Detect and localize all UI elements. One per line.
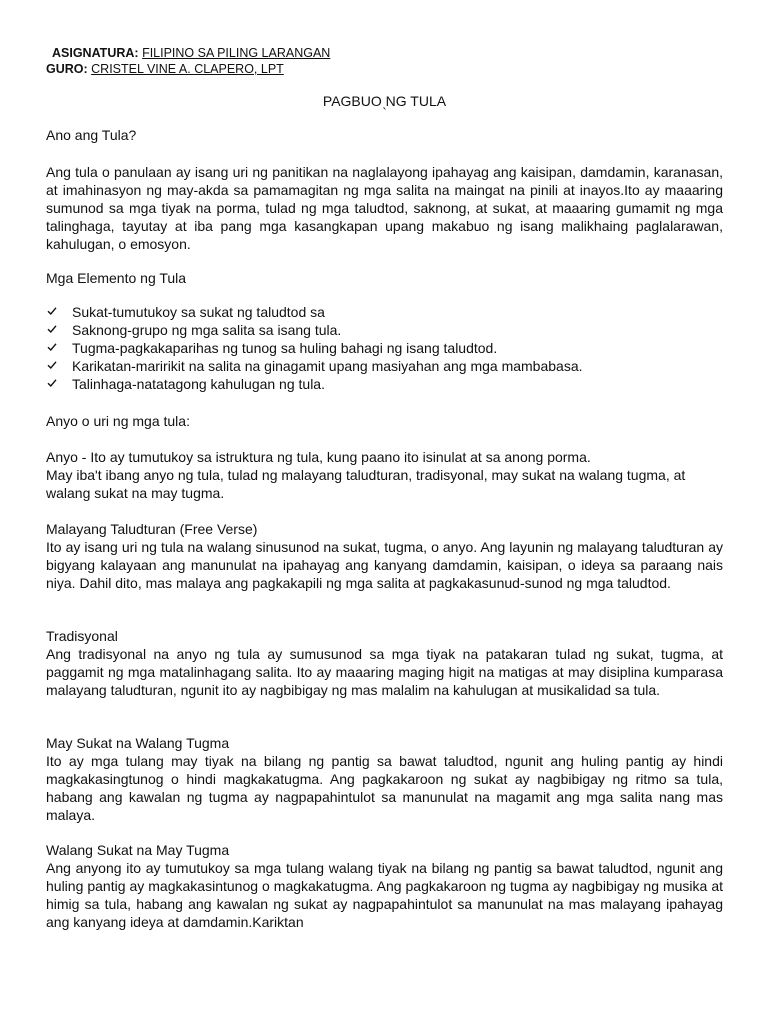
anyo-definition [46, 448, 723, 466]
list-item-text: Saknong-grupo ng mga salita sa isang tula. [72, 322, 342, 338]
elements-list [46, 303, 723, 393]
check-icon [47, 306, 57, 316]
anyo-term: Anyo [46, 449, 78, 465]
list-item [46, 321, 723, 339]
anyo-heading: Anyo o uri ng mga tula: [46, 413, 190, 429]
section-paragraph-malayang-taludturan: Ito ay isang uri ng tula na walang sinusunod na sukat, tugma, o anyo. Ang layunin ng malayang taludturan ay bigyang kalayaan ang manunulat na ipahayag ang kanyang damdamin, kaisipan, o ideya sa paraang nais niya. Dahil dito, mas malaya ang pagkakapili ng mga salita at pagkakasunud-sunod ng mga taludtod. [46, 539, 723, 591]
subject-value: FILIPINO SA PILING LARANGAN [142, 46, 331, 60]
list-item-text: Talinhaga-natatagong kahulugan ng tula. [72, 376, 325, 392]
check-icon [47, 360, 57, 370]
teacher-line [46, 62, 284, 77]
section-heading-tradisyonal: Tradisyonal [46, 628, 118, 644]
intro-heading: Ano ang Tula? [46, 127, 137, 143]
section-heading-may-sukat: May Sukat na Walang Tugma [46, 735, 230, 751]
subject-label: ASIGNATURA: [52, 46, 139, 60]
elements-heading: Mga Elemento ng Tula [46, 270, 187, 286]
section-heading-malayang-taludturan: Malayang Taludturan (Free Verse) [46, 521, 258, 537]
stray-mark: ` [382, 105, 387, 120]
list-item-text: Tugma-pagkakaparihas ng tunog sa huling bahagi ng isang taludtod. [72, 340, 498, 356]
check-icon [47, 342, 57, 352]
list-item [46, 357, 723, 375]
check-icon [47, 378, 57, 388]
section-paragraph-tradisyonal: Ang tradisyonal na anyo ng tula ay sumusunod sa mga tiyak na patakaran tulad ng sukat, tugma, at paggamit ng mga matalinhagang salita. Ito ay maaaring maging higit na matigas at may disiplina kumparasa malayang taludturan, ngunit ito ay nagbibigay ng mas malalim na kahulugan at musikalidad sa tula. [46, 646, 723, 698]
section-paragraph-walang-sukat: Ang anyong ito ay tumutukoy sa mga tulang walang tiyak na bilang ng pantig sa bawat taludtod, ngunit ang huling pantig ay magkakasintunog o magkakatugma. Ang pagkakaroon ng tugma ay nagbibigay ng musika at himig sa tula, habang ang kawalan ng sukat ay nagpapahintulot sa manunulat na mas malayang ipahayag ang kanyang ideya at damdamin.Kariktan [46, 860, 723, 930]
check-icon [47, 324, 57, 334]
intro-paragraph: Ang tula o panulaan ay isang uri ng panitikan na naglalayong ipahayag ang kaisipan, damdamin, karanasan, at imahinasyon ng may-akda sa pamamagitan ng mga salita na maingat na pinili at inayos.Ito ay maaaring sumunod sa mga tiyak na porma, tulad ng mga taludtod, saknong, at sukat, at maaaring gumamit ng mga talinghaga, tayutay at iba pang mga kasangkapan upang makabuo ng isang malikhaing paglalarawan, kahulugan, o emosyon. [46, 164, 723, 252]
list-item [46, 339, 723, 357]
anyo-definition-text: - Ito ay tumutukoy sa istruktura ng tula, kung paano ito isinulat at sa anong porma. [77, 449, 591, 465]
section-paragraph-may-sukat: Ito ay mga tulang may tiyak na bilang ng pantig sa bawat taludtod, ngunit ang huling pantig ay hindi magkakasingtunog o hindi magkakatugma. Ang pagkakaroon ng sukat ay nagbibigay ng ritmo sa tula, habang ang kawalan ng tugma ay nagpapahintulot sa manunulat na magamit ang mga salita nang mas malaya. [46, 753, 723, 823]
list-item-text: Sukat-tumutukoy sa sukat ng taludtod sa [72, 304, 325, 320]
page-title: PAGBUO NG TULA [322, 93, 447, 109]
section-heading-walang-sukat: Walang Sukat na May Tugma [46, 842, 230, 858]
teacher-label: GURO: [46, 62, 88, 76]
list-item-text: Karikatan-maririkit na salita na ginagamit upang masiyahan ang mga mambabasa. [72, 358, 583, 374]
subject-line [52, 46, 330, 61]
list-item [46, 375, 723, 393]
list-item [46, 303, 723, 321]
teacher-value: CRISTEL VINE A. CLAPERO, LPT [91, 62, 284, 76]
anyo-paragraph: May iba't ibang anyo ng tula, tulad ng malayang taludturan, tradisyonal, may sukat na walang tugma, at walang sukat na may tugma. [46, 467, 686, 501]
